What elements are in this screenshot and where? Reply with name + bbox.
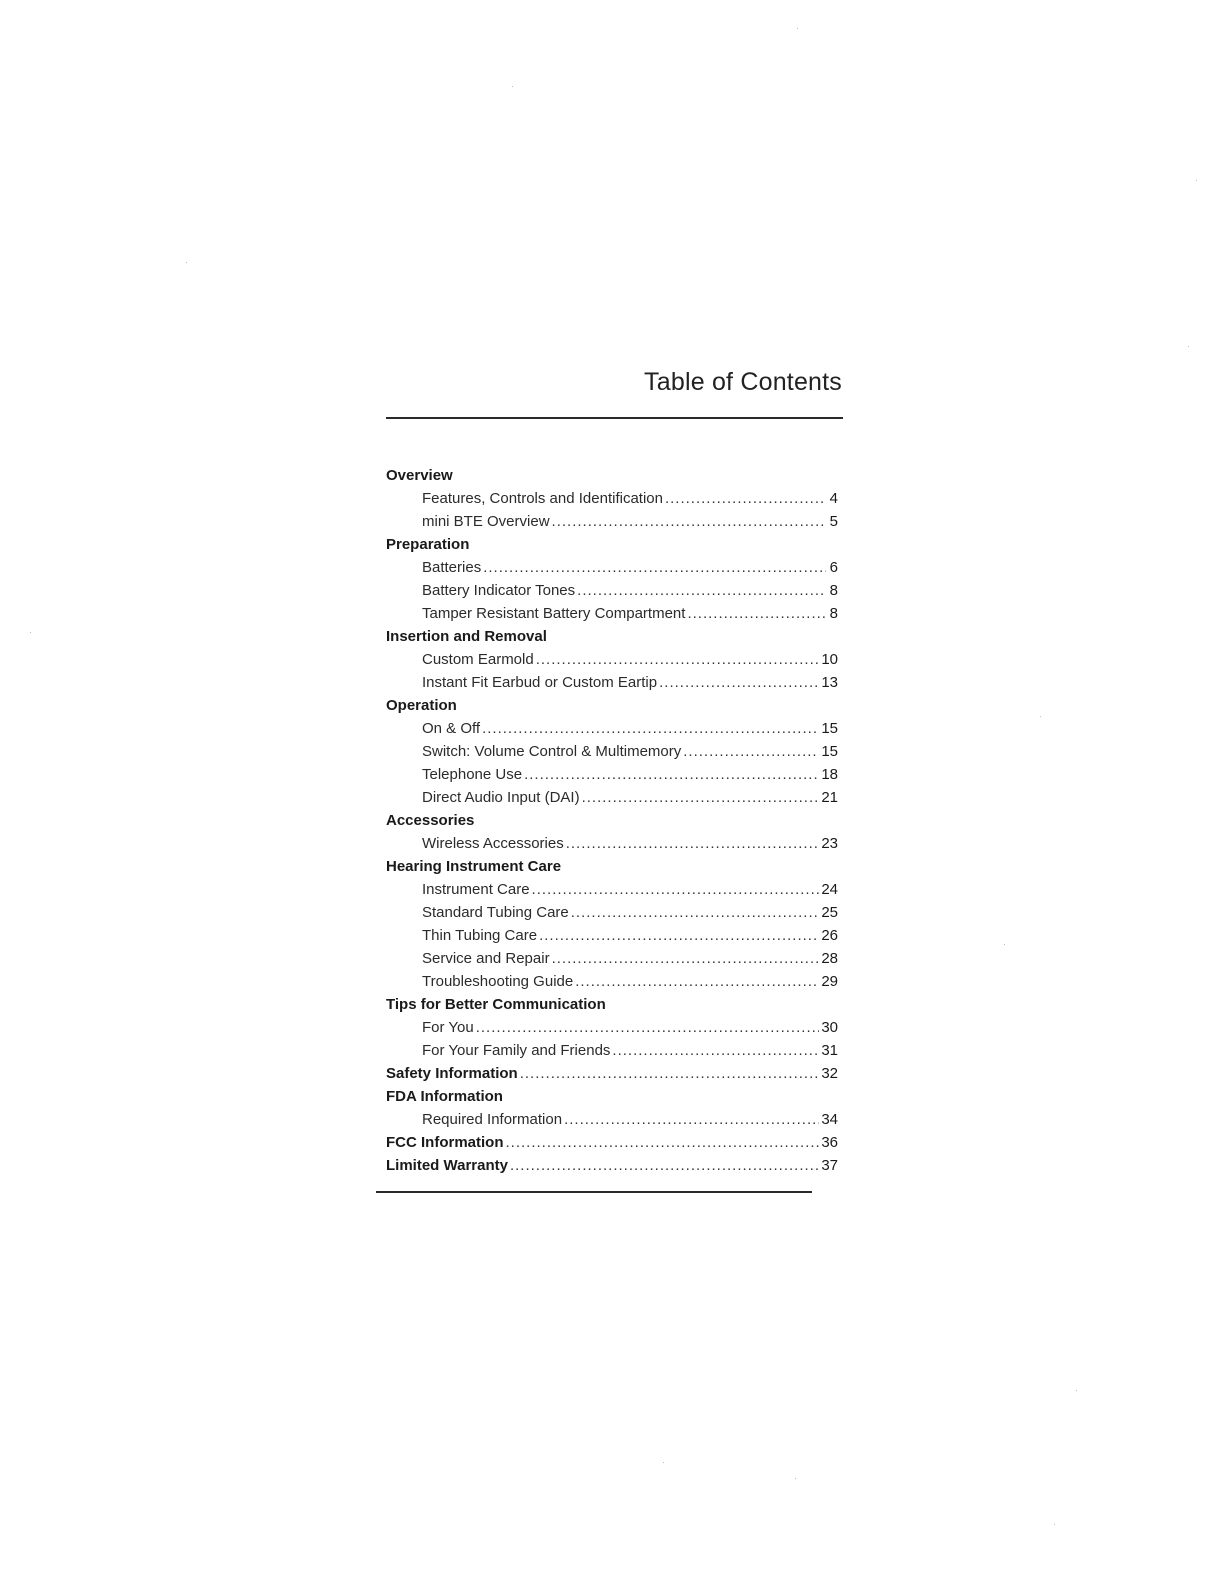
toc-entry xyxy=(386,648,838,671)
toc-entry-label: For You xyxy=(422,1019,474,1036)
toc-section xyxy=(386,694,838,717)
scan-speck xyxy=(1188,346,1189,347)
toc-page-number: 21 xyxy=(821,789,838,806)
scan-speck xyxy=(1196,180,1197,181)
dot-leader xyxy=(506,1131,820,1154)
toc-entry-label: Insertion and Removal xyxy=(386,628,547,645)
toc-entry-label: Features, Controls and Identification xyxy=(422,490,663,507)
toc-section xyxy=(386,464,838,487)
toc-page-number: 18 xyxy=(821,766,838,783)
dot-leader xyxy=(552,510,826,533)
toc-list xyxy=(386,464,838,1177)
scan-speck xyxy=(795,1478,796,1479)
toc-page-number: 5 xyxy=(829,513,838,530)
toc-entry-label: Overview xyxy=(386,467,453,484)
toc-entry-label: Limited Warranty xyxy=(386,1157,508,1174)
dot-leader xyxy=(520,1062,820,1085)
toc-entry-label: mini BTE Overview xyxy=(422,513,550,530)
toc-entry-label: Troubleshooting Guide xyxy=(422,973,574,990)
dot-leader xyxy=(476,1016,820,1039)
scan-speck xyxy=(1004,944,1005,945)
toc-entry xyxy=(386,763,838,786)
dot-leader xyxy=(683,740,819,763)
toc-page-number: 6 xyxy=(829,559,838,576)
toc-entry-label: Preparation xyxy=(386,536,470,553)
toc-entry-label: Battery Indicator Tones xyxy=(422,582,576,599)
toc-entry-label: FCC Information xyxy=(386,1134,504,1151)
toc-entry xyxy=(386,832,838,855)
dot-leader xyxy=(566,832,820,855)
toc-page-number: 36 xyxy=(821,1134,838,1151)
toc-entry-label: Thin Tubing Care xyxy=(422,927,538,944)
toc-entry-label: Accessories xyxy=(386,812,475,829)
dot-leader xyxy=(577,579,826,602)
dot-leader xyxy=(612,1039,819,1062)
toc-entry xyxy=(386,602,838,625)
dot-leader xyxy=(687,602,826,625)
footer-divider xyxy=(376,1191,812,1193)
dot-leader xyxy=(532,878,820,901)
dot-leader xyxy=(659,671,819,694)
toc-entry-label: Batteries xyxy=(422,559,482,576)
scan-speck xyxy=(30,632,31,633)
toc-page-number: 8 xyxy=(829,582,838,599)
scan-speck xyxy=(663,1462,664,1463)
toc-page-number: 4 xyxy=(829,490,838,507)
toc-entry-label: For Your Family and Friends xyxy=(422,1042,611,1059)
toc-page-number: 28 xyxy=(821,950,838,967)
scan-speck xyxy=(1054,1524,1055,1525)
toc-page-number: 32 xyxy=(821,1065,838,1082)
toc-entry-label: Operation xyxy=(386,697,457,714)
toc-entry xyxy=(386,947,838,970)
toc-page-number: 31 xyxy=(821,1042,838,1059)
toc-entry-label: Hearing Instrument Care xyxy=(386,858,562,875)
toc-entry-label: Direct Audio Input (DAI) xyxy=(422,789,580,806)
toc-entry xyxy=(386,556,838,579)
toc-entry-label: Telephone Use xyxy=(422,766,523,783)
toc-page-number: 29 xyxy=(821,973,838,990)
toc-section xyxy=(386,533,838,556)
toc-page-number: 13 xyxy=(821,674,838,691)
dot-leader xyxy=(571,901,820,924)
toc-entry-label: Safety Information xyxy=(386,1065,518,1082)
toc-entry xyxy=(386,901,838,924)
dot-leader xyxy=(539,924,819,947)
toc-entry xyxy=(386,924,838,947)
toc-section xyxy=(386,809,838,832)
toc-section xyxy=(386,1085,838,1108)
dot-leader xyxy=(524,763,819,786)
toc-page-number: 15 xyxy=(821,743,838,760)
scan-speck xyxy=(797,28,798,29)
dot-leader xyxy=(564,1108,819,1131)
toc-entry-label: Instant Fit Earbud or Custom Eartip xyxy=(422,674,658,691)
toc-entry-label: Instrument Care xyxy=(422,881,530,898)
toc-entry-label: Standard Tubing Care xyxy=(422,904,569,921)
toc-page-number: 37 xyxy=(821,1157,838,1174)
dot-leader xyxy=(575,970,819,993)
toc-entry-label: Wireless Accessories xyxy=(422,835,564,852)
toc-section xyxy=(386,855,838,878)
toc-entry xyxy=(386,970,838,993)
title-divider xyxy=(386,417,843,419)
toc-page-number: 26 xyxy=(821,927,838,944)
toc-entry xyxy=(386,717,838,740)
toc-entry-label: Tamper Resistant Battery Compartment xyxy=(422,605,686,622)
toc-page-number: 23 xyxy=(821,835,838,852)
toc-page-number: 24 xyxy=(821,881,838,898)
toc-section xyxy=(386,625,838,648)
toc-section xyxy=(386,1062,838,1085)
toc-entry-label: On & Off xyxy=(422,720,481,737)
scan-speck xyxy=(1076,1390,1077,1391)
page-title: Table of Contents xyxy=(644,368,842,396)
toc-page-number: 30 xyxy=(821,1019,838,1036)
toc-page-number: 10 xyxy=(821,651,838,668)
toc-entry xyxy=(386,671,838,694)
toc-entry-label: Tips for Better Communication xyxy=(386,996,606,1013)
toc-entry-label: FDA Information xyxy=(386,1088,503,1105)
dot-leader xyxy=(482,717,819,740)
toc-section xyxy=(386,1131,838,1154)
dot-leader xyxy=(536,648,820,671)
scan-speck xyxy=(186,262,187,263)
dot-leader xyxy=(483,556,826,579)
toc-entry xyxy=(386,740,838,763)
toc-page-number: 34 xyxy=(821,1111,838,1128)
toc-entry xyxy=(386,487,838,510)
dot-leader xyxy=(552,947,820,970)
toc-entry xyxy=(386,510,838,533)
dot-leader xyxy=(582,786,820,809)
toc-page-number: 8 xyxy=(829,605,838,622)
toc-entry-label: Required Information xyxy=(422,1111,563,1128)
toc-entry xyxy=(386,1039,838,1062)
toc-entry xyxy=(386,1108,838,1131)
dot-leader xyxy=(510,1154,819,1177)
scan-speck xyxy=(512,86,513,87)
toc-entry xyxy=(386,878,838,901)
toc-section xyxy=(386,993,838,1016)
dot-leader xyxy=(665,487,826,510)
toc-entry xyxy=(386,579,838,602)
toc-entry-label: Switch: Volume Control & Multimemory xyxy=(422,743,682,760)
toc-page-number: 25 xyxy=(821,904,838,921)
toc-entry xyxy=(386,1016,838,1039)
scan-speck xyxy=(1040,716,1041,717)
toc-page-number: 15 xyxy=(821,720,838,737)
toc-entry xyxy=(386,786,838,809)
toc-entry-label: Custom Earmold xyxy=(422,651,534,668)
toc-entry-label: Service and Repair xyxy=(422,950,550,967)
toc-section xyxy=(386,1154,838,1177)
